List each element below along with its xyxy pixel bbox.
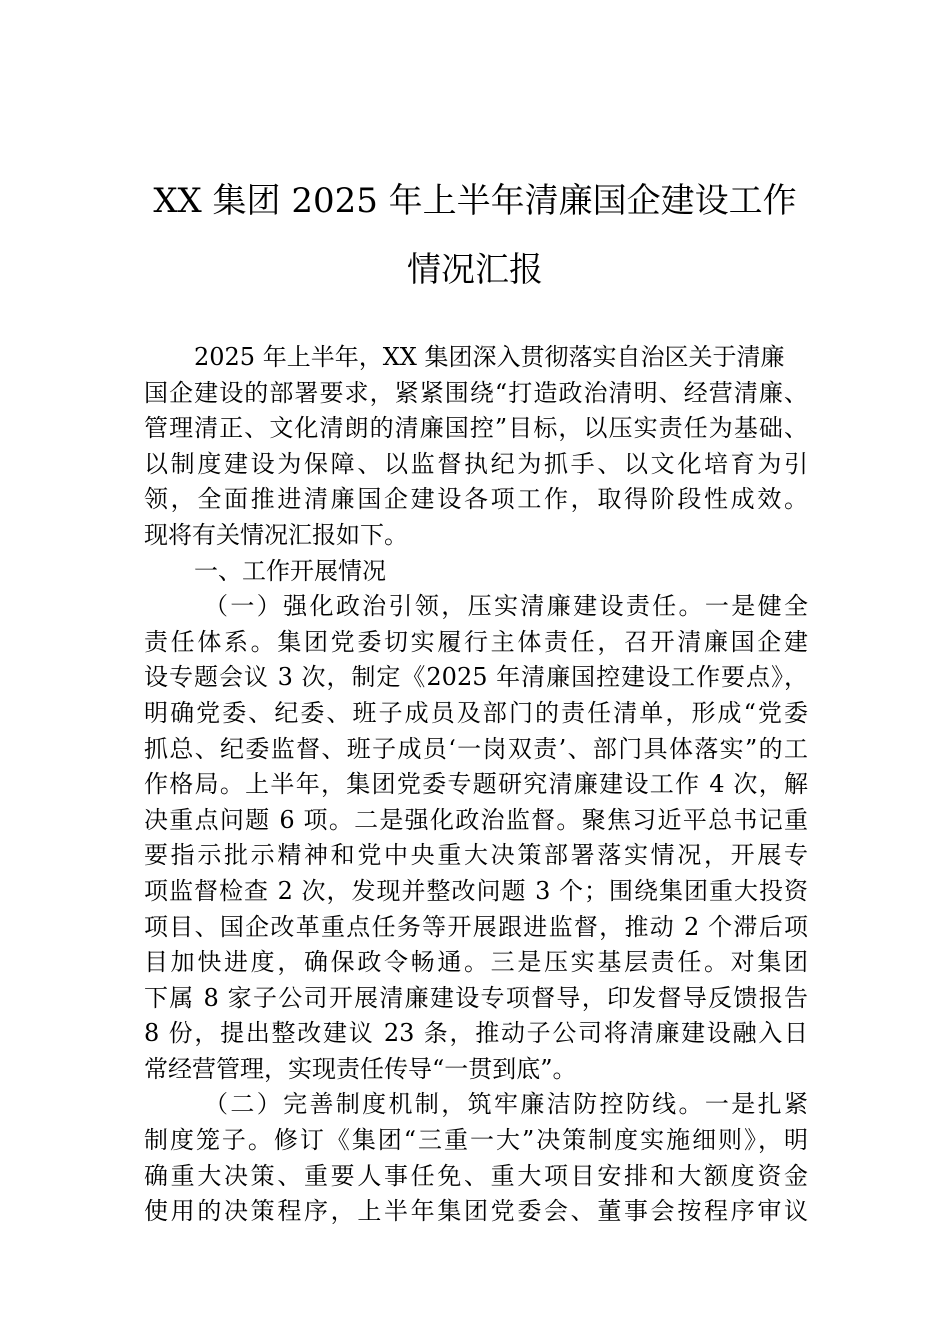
paragraph-line: 抓总、纪委监督、班子成员‘一岗双责’、部门具体落实”的工: [144, 734, 808, 763]
document-title-line-1: XX 集团 2025 年上半年清廉国企建设工作: [153, 181, 797, 221]
subsection-heading-line: （二）完善制度机制，筑牢廉洁防控防线。一是扎紧: [204, 1090, 808, 1119]
paragraph-line: 制度笼子。修订《集团“三重一大”决策制度实施细则》，明: [144, 1126, 808, 1155]
document-title-line-2: 情况汇报: [407, 250, 543, 290]
paragraph-line: 下属 8 家子公司开展清廉建设专项督导，印发督导反馈报告: [144, 983, 808, 1012]
paragraph-line: 管理清正、文化清朗的清廉国控”目标，以压实责任为基础、: [144, 414, 808, 443]
paragraph-line: 8 份，提出整改建议 23 条，推动子公司将清廉建设融入日: [144, 1019, 808, 1048]
subsection-heading-line: （一）强化政治引领，压实清廉建设责任。一是健全: [204, 592, 808, 621]
paragraph-line: 国企建设的部署要求，紧紧围绕“打造政治清明、经营清廉、: [144, 378, 808, 407]
paragraph-line: 项目、国企改革重点任务等开展跟进监督，推动 2 个滞后项: [144, 912, 808, 941]
paragraph-line: 2025 年上半年，XX 集团深入贯彻落实自治区关于清廉: [194, 343, 785, 371]
paragraph-line: 常经营管理，实现责任传导“一贯到底”。: [144, 1054, 577, 1083]
paragraph-line: 设专题会议 3 次，制定《2025 年清廉国控建设工作要点》，: [144, 663, 808, 692]
paragraph-line: 要指示批示精神和党中央重大决策部署落实情况，开展专: [144, 841, 808, 870]
paragraph-line: 现将有关情况汇报如下。: [144, 520, 408, 549]
paragraph-line: 责任体系。集团党委切实履行主体责任，召开清廉国企建: [144, 627, 808, 656]
paragraph-line: 决重点问题 6 项。二是强化政治监督。聚焦习近平总书记重: [144, 805, 808, 834]
paragraph-line: 领，全面推进清廉国企建设各项工作，取得阶段性成效。: [144, 485, 808, 514]
paragraph-line: 明确党委、纪委、班子成员及部门的责任清单，形成“党委: [144, 698, 808, 727]
paragraph-line: 目加快进度，确保政令畅通。三是压实基层责任。对集团: [144, 948, 808, 977]
paragraph-line: 使用的决策程序，上半年集团党委会、董事会按程序审议: [144, 1197, 808, 1226]
section-heading: 一、工作开展情况: [194, 556, 386, 585]
paragraph-line: 作格局。上半年，集团党委专题研究清廉建设工作 4 次，解: [144, 770, 808, 799]
paragraph-line: 确重大决策、重要人事任免、重大项目安排和大额度资金: [144, 1161, 808, 1190]
document-body: [144, 340, 808, 1230]
paragraph-line: 项监督检查 2 次，发现并整改问题 3 个；围绕集团重大投资: [144, 876, 808, 905]
paragraph-line: 以制度建设为保障、以监督执纪为抓手、以文化培育为引: [144, 449, 808, 478]
